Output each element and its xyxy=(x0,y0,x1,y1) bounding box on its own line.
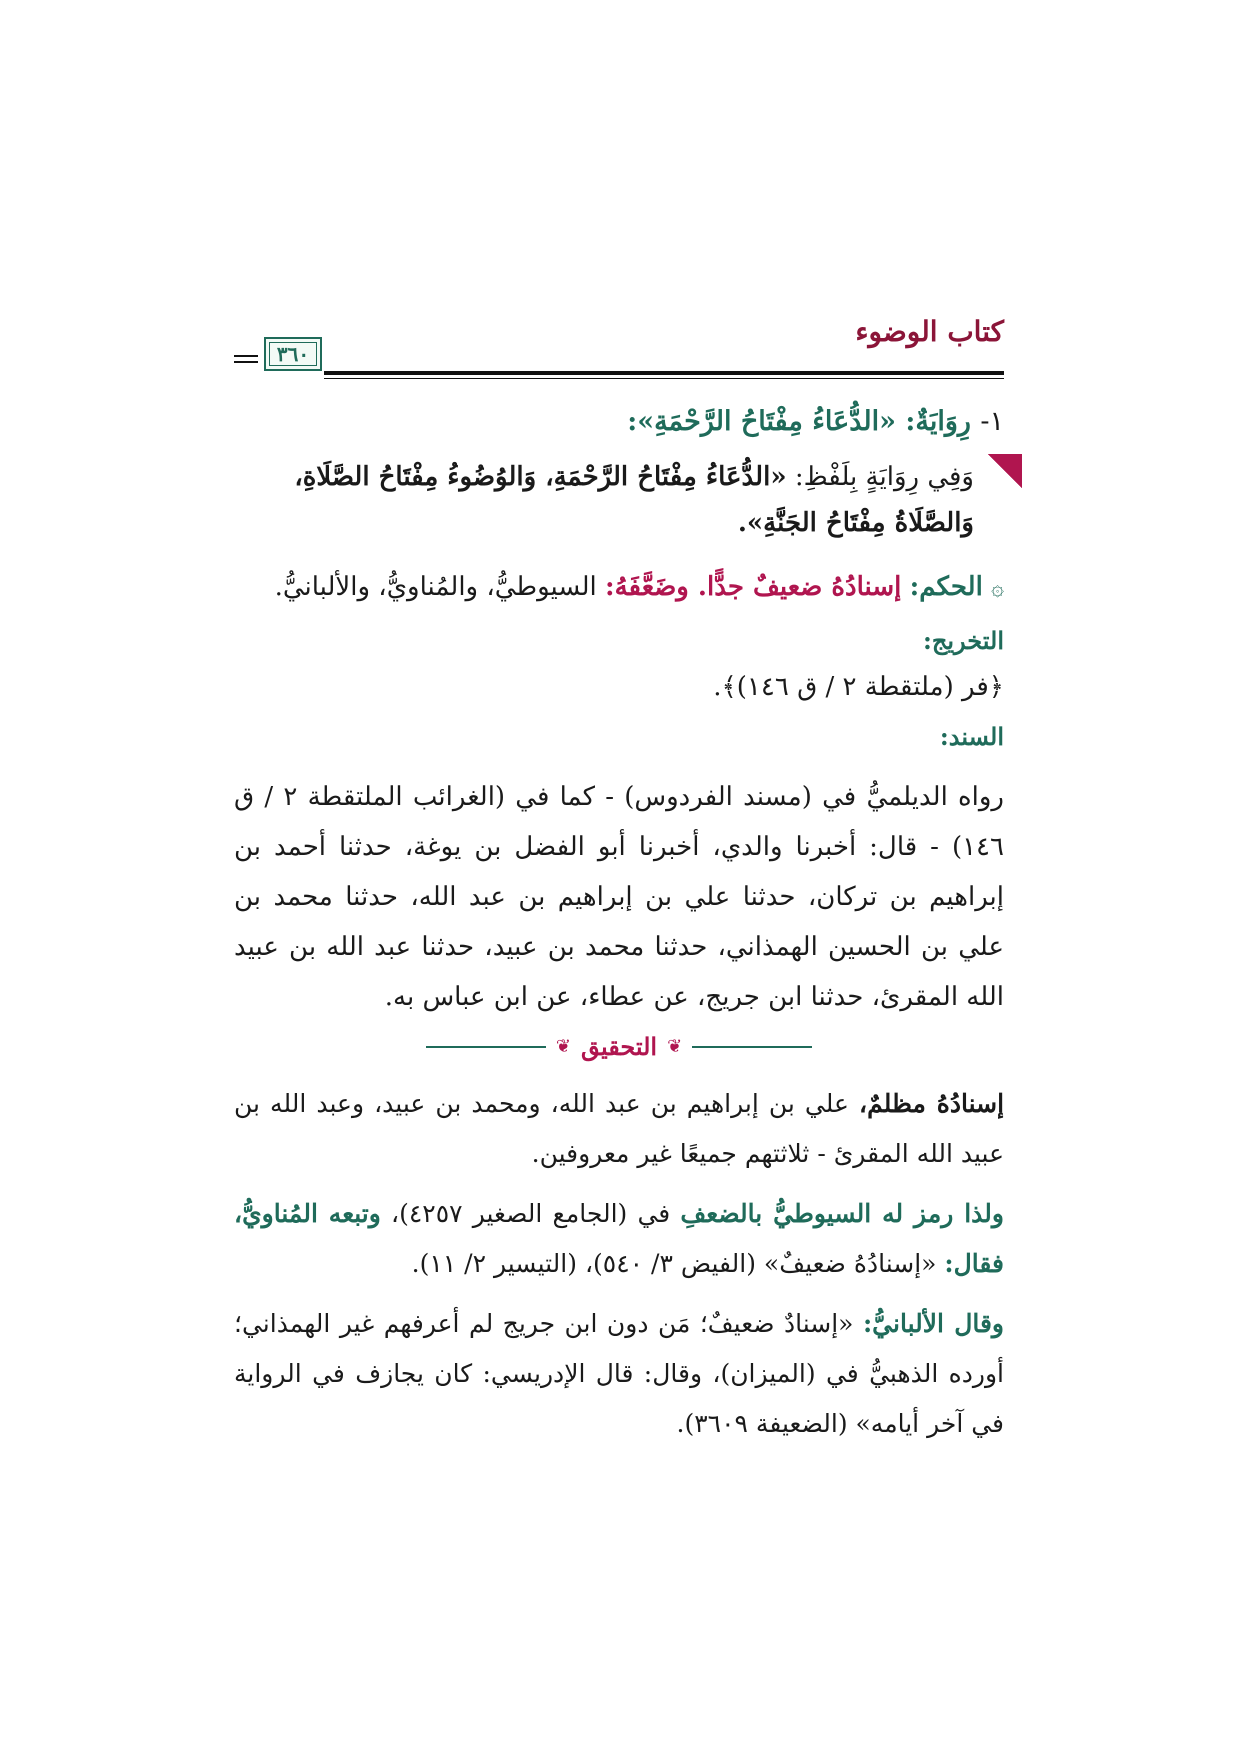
section-heading xyxy=(234,400,1004,444)
tahqiq-paragraph-2 xyxy=(234,1189,1004,1289)
tahqiq-label: التحقيق xyxy=(580,1032,658,1061)
corner-ornament-icon xyxy=(986,454,1022,532)
header-rule-left-2 xyxy=(234,361,258,363)
tahqiq-paragraph-3 xyxy=(234,1299,1004,1449)
page-content xyxy=(234,400,1004,1459)
tahqiq-p1-text: علي بن إبراهيم بن عبد الله، ومحمد بن عبيد، وعبد الله بن عبيد الله المقرئ - ثلاثتهم جميعًا غير معروفين. xyxy=(234,1089,1004,1168)
tahqiq-p2-green-2: وتبعه المُناويُّ، فقال: xyxy=(234,1199,1004,1278)
header-rule-left xyxy=(234,355,258,357)
ruling-line xyxy=(234,564,1004,612)
sanad-text: رواه الديلميُّ في (مسند الفردوس) - كما في (الغرائب الملتقطة ٢ / ق ١٤٦) - قال: أخبرنا والدي، أخبرنا أبو الفضل بن يوغة، حدثنا أحمد بن إبراهيم بن تركان، حدثنا علي بن إبراهيم بن عبد الله، حدثنا محمد بن علي بن الحسين الهمذاني، حدثنا محمد بن عبيد، حدثنا عبد الله بن عبيد الله المقرئ، حدثنا ابن جريج، عن عطاء، عن ابن عباس به. xyxy=(234,782,1004,1012)
ruling-label: الحكم: xyxy=(909,572,983,602)
header-rule-thick xyxy=(324,371,1004,375)
sanad-label: السند: xyxy=(939,722,1004,751)
divider-ornament-icon: ❦ xyxy=(667,1036,683,1057)
book-title: كتاب الوضوء xyxy=(855,315,1004,348)
takhrij-source: ﴿فر (ملتقطة ٢ / ق ١٤٦)﴾. xyxy=(713,672,1004,702)
tahqiq-p1-bold: إسنادُهُ مظلمٌ، xyxy=(859,1089,1005,1118)
tahqiq-divider xyxy=(234,1032,1004,1061)
page-number: ٣٦٠ xyxy=(276,342,310,366)
hadith-matn: «الدُّعَاءُ مِفْتَاحُ الرَّحْمَةِ، وَالوُضُوءُ مِفْتَاحُ الصَّلَاةِ، وَالصَّلَاةُ مِفْتَاحُ الجَنَّةِ». xyxy=(294,462,974,538)
tahqiq-p2-text-2: «إسنادُهُ ضعيفٌ» (الفيض ٣/ ٥٤٠)، (التيسير ٢/ ١١). xyxy=(411,1249,937,1278)
takhrij-label: التخريج: xyxy=(923,626,1004,655)
hadith-text-block xyxy=(234,454,1004,546)
ruling-grade: إسنادُهُ ضعيفٌ جدًّا. وضَعَّفَهُ: xyxy=(605,572,902,602)
page-header xyxy=(234,315,1004,385)
ruling-authorities: السيوطيُّ، والمُناويُّ، والألبانيُّ. xyxy=(274,572,597,602)
section-title: رِوَايَةٌ: «الدُّعَاءُ مِفْتَاحُ الرَّحْمَةِ»: xyxy=(627,406,971,437)
flower-ornament-icon: ۞ xyxy=(991,576,1004,601)
page-number-frame xyxy=(264,337,322,371)
divider-ornament-icon-2: ❦ xyxy=(555,1036,571,1057)
divider-line-right xyxy=(692,1046,812,1048)
divider-line-left xyxy=(426,1046,546,1048)
tahqiq-p2-text-1: في (الجامع الصغير ٤٢٥٧)، xyxy=(391,1199,671,1228)
tahqiq-paragraph-1 xyxy=(234,1079,1004,1179)
header-rule-thin xyxy=(324,378,1004,379)
section-number: ١- xyxy=(980,406,1004,437)
tahqiq-p3-green: وقال الألبانيُّ: xyxy=(862,1309,1004,1338)
tahqiq-p3-text: «إسنادٌ ضعيفٌ؛ مَن دون ابن جريج لم أعرفهم غير الهمذاني؛ أورده الذهبيُّ في (الميزان)، وقال: قال الإدريسي: كان يجازف في الرواية في آخر أيامه» (الضعيفة ٣٦٠٩). xyxy=(234,1309,1004,1438)
tahqiq-p2-green-1: ولذا رمز له السيوطيُّ بالضعفِ xyxy=(680,1199,1004,1228)
hadith-intro: وَفِي رِوَايَةٍ بِلَفْظِ: xyxy=(794,462,974,492)
